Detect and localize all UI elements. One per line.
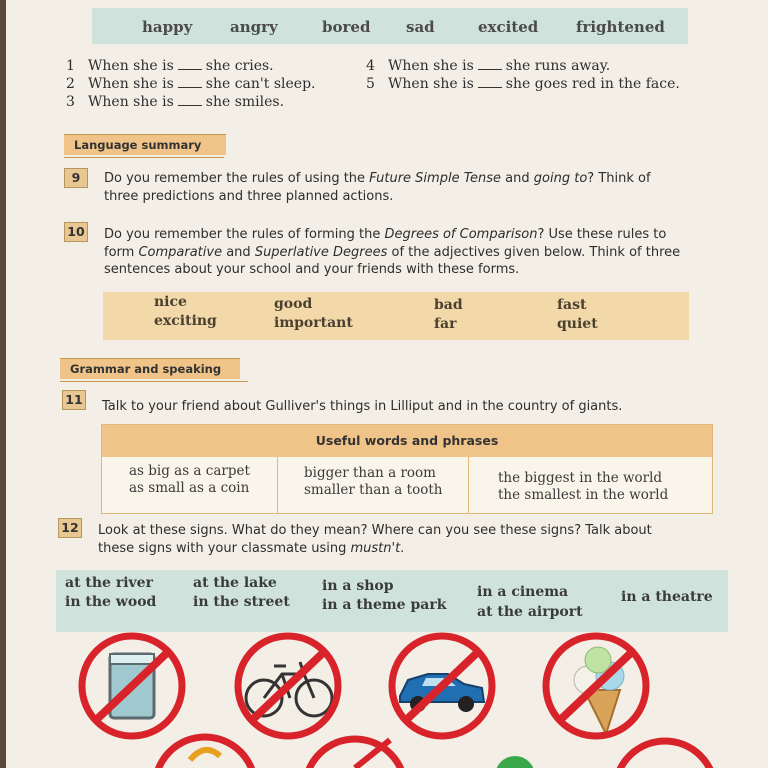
answer-blank[interactable]: [178, 95, 202, 106]
adjectives-band: [103, 292, 689, 340]
no-cars-sign-icon: [386, 630, 498, 742]
answer-blank[interactable]: [178, 59, 202, 70]
emotion-word: frightened: [576, 18, 665, 36]
place-phrase: at the lake: [193, 575, 277, 591]
partial-sign-icon: [460, 740, 570, 768]
section-divider: [64, 157, 224, 158]
answer-blank[interactable]: [478, 59, 502, 70]
phrase-cell: smaller than a tooth: [304, 482, 443, 498]
partial-sign-icon: [610, 736, 720, 768]
adjective-word: good: [274, 296, 313, 312]
place-phrase: in a theme park: [322, 597, 447, 613]
emotion-word: sad: [406, 18, 435, 36]
sentence-item: 3 When she is she smiles.: [66, 94, 285, 110]
place-phrase: in a cinema: [477, 584, 569, 600]
emotion-word: excited: [478, 18, 539, 36]
emotion-words-band: [92, 8, 688, 44]
task-11-text: Talk to your friend about Gulliver's things in Lilliput and in the country of giants.: [102, 399, 623, 414]
adjective-word: important: [274, 315, 353, 331]
partial-sign-icon: [150, 732, 260, 768]
emotion-word: angry: [230, 18, 278, 36]
section-divider: [60, 381, 248, 382]
answer-blank[interactable]: [178, 77, 202, 88]
adjective-word: exciting: [154, 313, 217, 329]
phrase-cell: the biggest in the world: [498, 470, 663, 486]
phrase-cell: the smallest in the world: [498, 487, 669, 503]
sentence-item: 4 When she is she runs away.: [366, 58, 611, 74]
adjective-word: bad: [434, 297, 463, 313]
adjective-word: fast: [557, 297, 587, 313]
emotion-word: bored: [322, 18, 371, 36]
sentence-item: 2 When she is she can't sleep.: [66, 76, 316, 92]
task-number-10: 10: [64, 222, 88, 242]
adjective-word: far: [434, 316, 457, 332]
place-phrase: at the airport: [477, 604, 583, 620]
no-drinks-sign-icon: [76, 630, 188, 742]
partial-sign-icon: [300, 734, 410, 768]
sentence-item: 1 When she is she cries.: [66, 58, 274, 74]
place-phrase: in the wood: [65, 594, 157, 610]
task-9-text: Do you remember the rules of using the Future Simple Tense and going to? Think of three predictions and three planned actions.: [104, 171, 651, 204]
place-phrase: in the street: [193, 594, 290, 610]
task-number-9: 9: [64, 168, 88, 188]
place-phrase: in a theatre: [621, 589, 713, 605]
place-phrase: in a shop: [322, 578, 394, 594]
task-12-text: Look at these signs. What do they mean? Where can you see these signs? Talk about these signs with your classmate using mustn't.: [98, 523, 652, 556]
answer-blank[interactable]: [478, 77, 502, 88]
no-bicycles-sign-icon: [232, 630, 344, 742]
emotion-word: happy: [142, 18, 193, 36]
adjective-word: quiet: [557, 316, 598, 332]
phrases-column: [102, 457, 278, 513]
places-band: [56, 570, 728, 632]
section-tab-grammar-speaking: Grammar and speaking: [60, 358, 240, 379]
phrase-cell: bigger than a room: [304, 465, 436, 481]
place-phrase: at the river: [65, 575, 153, 591]
phrase-cell: as small as a coin: [129, 480, 250, 496]
phrases-column: [278, 457, 469, 513]
useful-phrases-table: [101, 424, 713, 514]
book-spine-shadow: [0, 0, 6, 768]
task-10-text: Do you remember the rules of forming the Degrees of Comparison? Use these rules to form Comparative and Superlative Degrees of the adjectives given below. Think of three sentences about your school and your friends with these forms.: [104, 227, 681, 277]
section-tab-language-summary: Language summary: [64, 134, 226, 155]
phrases-column: [469, 457, 712, 513]
phrase-cell: as big as a carpet: [129, 463, 250, 479]
task-number-11: 11: [62, 390, 86, 410]
sentence-item: 5 When she is she goes red in the face.: [366, 76, 680, 92]
adjective-word: nice: [154, 294, 187, 310]
task-number-12: 12: [58, 518, 82, 538]
useful-phrases-heading: Useful words and phrases: [102, 425, 712, 457]
no-ice-cream-sign-icon: [540, 630, 652, 742]
